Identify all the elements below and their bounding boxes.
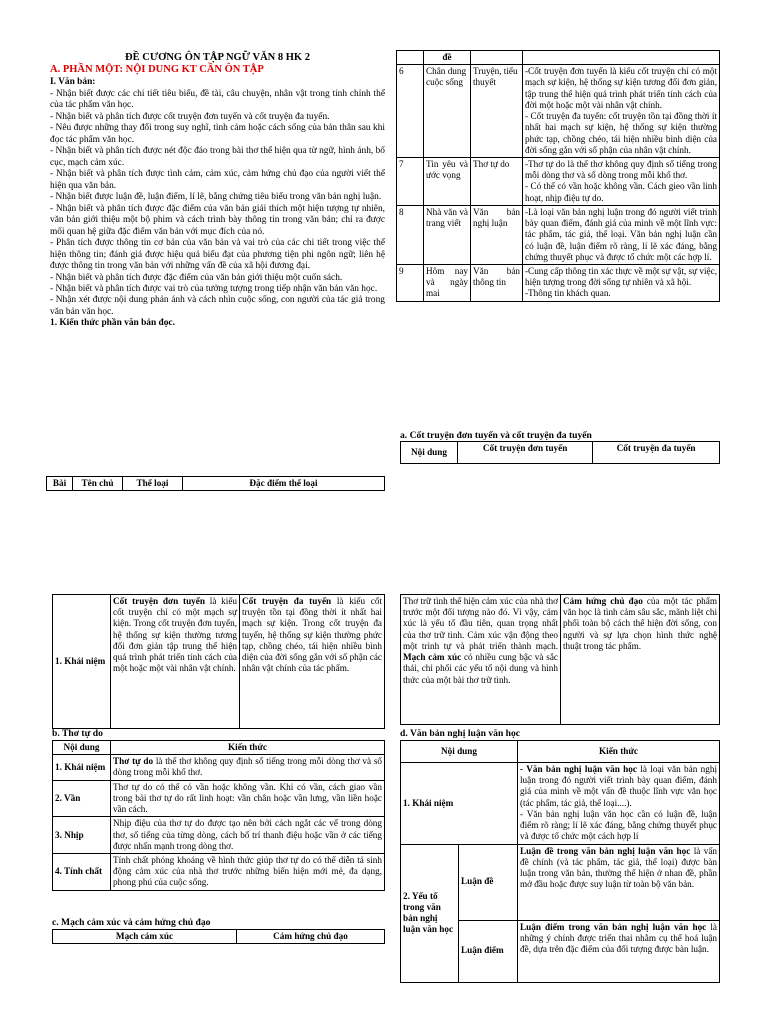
genre-name: Thơ tự do <box>471 157 523 205</box>
main-inspiration-cell: Cảm hứng chủ đạo của một tác phẩm văn học là tình cảm sâu sắc, mãnh liệt chi phối toàn bộ cách thể hiện đời sống, con người và sự lựa chọn hình thức nghệ thuật trong tác phẩm. <box>561 595 720 725</box>
main-genre-table-header <box>46 476 385 491</box>
section-c-heading: c. Mạch cảm xúc và cảm hứng chủ đạo <box>52 917 211 928</box>
thesis-content: Luận đề trong văn bản nghị luận văn học là vấn đề chính (và tác phẩm, tác giả, thể loại) được bàn luận trong văn bản, thường thể hiện ở nhan đề, phần mở đầu hoặc được suy luận từ toàn bộ văn bản. <box>518 844 720 920</box>
objective-item: - Phân tích được thông tin cơ bản của văn bản và vai trò của các chi tiết trong việc thể hiện thông tin; đánh giá được hiệu quả biểu đạt của phương tiện phi ngôn ngữ; liên hệ được thông tin trong văn bản với những vấn đề của xã hội đương đại. <box>50 238 385 272</box>
row-content: Nhịp điệu của thơ tự do được tạo nên bởi cách ngắt các vế trong dòng thơ, số tiếng của từng dòng, cách bố trí thanh điệu hoặc vần ở các tiếng được nhấn mạnh trong dòng thơ. <box>111 817 385 854</box>
objective-item: - Nhận biết và phân tích được đặc điểm của văn bản giới thiệu một cuốn sách. <box>50 272 343 283</box>
col-kien-thuc: Kiến thức <box>518 741 720 763</box>
section-d-heading: d. Văn bản nghị luận văn học <box>400 728 521 739</box>
literary-argument-table <box>400 740 720 983</box>
genre-name: Văn bản nghị luận <box>471 205 523 264</box>
table-row <box>53 780 385 817</box>
part-a-heading: A. PHẦN MỘT: NỘI DUNG KT CẦN ÔN TẬP <box>50 64 264 75</box>
row-number: 8 <box>397 205 424 264</box>
col-don-tuyen: Cốt truyện đơn tuyến <box>458 442 593 464</box>
table-row <box>401 763 720 845</box>
topic-name: Tin yêu và ước vọng <box>424 157 471 205</box>
table-row <box>397 205 720 264</box>
table-row <box>397 65 720 158</box>
row-content: Tính chất phóng khoáng về hình thức giúp thơ tự do có thể diễn tả sinh động cảm xúc của nhà thơ trước những biến hiện mới mẻ, đa dạng, phong phú của cuộc sống. <box>111 853 385 890</box>
col-mach-cam-xuc: Mạch cảm xúc <box>53 930 237 944</box>
concept-label: 1. Khái niệm <box>53 595 111 729</box>
genre-feature: -Cung cấp thông tin xác thực về một sự vật, sự việc, hiện tượng trong đời sống tự nhiên và xã hội. -Thông tin khách quan. <box>523 264 720 301</box>
col-ten-chu: Tên chủ <box>73 477 123 491</box>
col-noi-dung: Nội dung <box>401 442 458 464</box>
genre-name: Truyện, tiểu thuyết <box>471 65 523 158</box>
table-row <box>53 817 385 854</box>
top-cell: đề <box>424 51 471 65</box>
table-row <box>401 844 720 920</box>
row-label: 2. Vần <box>53 780 111 817</box>
point-label: Luận điểm <box>459 920 518 982</box>
objective-item: - Nhận biết được luận đề, luận điểm, lí lẽ, bằng chứng tiêu biểu trong văn bản nghị luận. <box>50 192 382 203</box>
objective-item: - Nhận biết và phân tích được vai trò của tưởng tượng trong tiếp nhận văn bản văn học. <box>50 283 378 294</box>
knowledge-heading: 1. Kiến thức phần văn bản đọc. <box>50 318 175 329</box>
genre-name: Văn bản thông tin <box>471 264 523 301</box>
row-number: 6 <box>397 65 424 158</box>
table-row <box>397 157 720 205</box>
col-noi-dung: Nội dung <box>401 741 518 763</box>
multi-plot-cell: Cốt truyện đa tuyến là kiểu cốt truyện tồn tại đồng thời ít nhất hai mạch sự kiện. Trong cốt truyện đa tuyến, hệ thống sự kiện thường phức tạp, chồng chéo, tái hiện nhiều bình diện của đời sống gắn với số phận các nhân vật chính của tác phẩm. <box>240 595 385 729</box>
concept-content: - Văn bản nghị luận văn học là loại văn bản nghị luận trong đó người viết trình bày quan điểm, đánh giá của mình về một vấn đề thuộc lĩnh vực văn học (tác phẩm, tác giả, thể loại....). - Văn bản nghị luận văn học cần có luận đề, luận điểm rõ ràng; lí lẽ xác đáng, bằng chứng thuyết phục và được tổ chức một cách hợp lí <box>518 763 720 845</box>
elements-label: 2. Yếu tố trong văn bản nghị luận văn học <box>401 844 459 982</box>
table-row <box>53 853 385 890</box>
objectives-list <box>50 89 385 330</box>
objective-item: - Nhận biết và phân tích được tình cảm, cảm xúc, cảm hứng chủ đạo của người viết thể hiện qua văn bản. <box>50 169 385 191</box>
row-label: 4. Tính chất <box>53 853 111 890</box>
section-1-heading: I. Văn bản: <box>50 77 96 87</box>
section-b-heading: b. Thơ tự do <box>52 728 103 739</box>
thesis-label: Luận đề <box>459 844 518 920</box>
genre-feature: -Cốt truyện đơn tuyến là kiểu cốt truyện chỉ có một mạch sự kiện, hệ thống sự kiện tương đối đơn giản, tập trung thể hiện quá trình phát triển tính cách của đời một hoặc một vài nhân vật chính. - Cốt truyện đa tuyến: cốt truyện tồn tại đồng thời ít nhất hai mạch sự kiện, hệ thống sự kiện thường phức tạp, chồng chéo, tái hiện nhiều bình diện của đời sống gắn với số phận của nhân vật chính. <box>523 65 720 158</box>
col-da-tuyen: Cốt truyện đa tuyến <box>593 442 720 464</box>
page-title: ĐỀ CƯƠNG ÔN TẬP NGỮ VĂN 8 HK 2 <box>125 52 310 63</box>
concept-label: 1. Khái niệm <box>401 763 518 845</box>
row-label: 3. Nhịp <box>53 817 111 854</box>
objective-item: - Nhận biết và phân tích được cốt truyện đơn tuyến và cốt truyện đa tuyến. <box>50 111 330 122</box>
col-kien-thuc: Kiến thức <box>111 741 385 755</box>
genre-feature: -Là loại văn bản nghị luận trong đó người viết trình bày quan điểm, đánh giá của mình về một lĩnh vực: tác phẩm, tác giả, thể loại. Văn bản nghị luận cần có luận đề, luận điểm rõ ràng, lí lẽ xác đáng, bằng chứng thuyết phục và được tổ chức một các hợp lí. <box>523 205 720 264</box>
row-content: Thơ tự do là thể thơ không quy định số tiếng trong mỗi dòng thơ và số dòng trong mỗi khổ thơ. <box>111 755 385 780</box>
concept-table <box>52 594 385 729</box>
emotion-table <box>400 594 720 725</box>
objective-item: - Nhận biết và phân tích được đặc điểm của văn bản giải thích một hiện tượng tự nhiên, văn bản giới thiệu một bộ phim và cách trình bày thông tin trong văn bản; chỉ ra được mối quan hệ giữa đặc điểm văn bản với mục đích của nó. <box>50 203 385 237</box>
table-row <box>397 264 720 301</box>
col-dac-diem: Đặc điểm thể loại <box>183 477 385 491</box>
point-content: Luận điểm trong văn bản nghị luận văn học là những ý chính được triển thai nhằm cụ thể hoá luận đề, dựa trên đặc điểm của đối tượng được bàn luận. <box>518 920 720 982</box>
row-label: 1. Khái niệm <box>53 755 111 780</box>
topic-name: Hôm nay và ngày mai <box>424 264 471 301</box>
section-c-header-table <box>52 929 385 944</box>
emotion-flow-cell: Thơ trữ tình thể hiện cảm xúc của nhà thơ trước một đối tượng nào đó. Vì vậy, cảm xúc là yếu tố đầu tiên, quan trọng nhất của thơ trữ tình. Cảm xúc vận động theo một trình tự và phát triển thành mạch. Mạch cảm xúc có nhiều cung bậc và sắc thái, chi phối các yếu tố nội dung và hình thức của một bài thơ trữ tình. <box>401 595 561 725</box>
genre-table-continued <box>396 50 720 302</box>
col-the-loai: Thể loại <box>123 477 183 491</box>
row-content: Thơ tự do có thể có vần hoặc không vần. Khi có vần, cách giao vần trong bài thơ tự do rất linh hoạt: vần chân hoặc vần lưng, vần liền hoặc vần cách. <box>111 780 385 817</box>
col-bai: Bài <box>47 477 73 491</box>
col-cam-hung: Cảm hứng chủ đạo <box>237 930 385 944</box>
objective-item: - Nêu được những thay đổi trong suy nghĩ, tình cảm hoặc cách sống của bản thân sau khi đọc tác phẩm văn học. <box>50 123 385 145</box>
row-number: 7 <box>397 157 424 205</box>
section-a-heading: a. Cốt truyện đơn tuyến và cốt truyện đa tuyến <box>400 430 592 441</box>
col-noi-dung: Nội dung <box>53 741 111 755</box>
section-a-header-table <box>400 441 720 464</box>
objective-item: - Nhận biết được các chi tiết tiêu biểu, đề tài, câu chuyện, nhân vật trong tính chỉnh thể của tác phẩm văn học. <box>50 89 385 111</box>
row-number: 9 <box>397 264 424 301</box>
topic-name: Chân dung cuộc sống <box>424 65 471 158</box>
single-plot-cell: Cốt truyện đơn tuyến là kiểu cốt truyện chỉ có một mạch sự kiện. Trong cốt truyện đơn tuyến, hệ thống sự kiện thường tương đối đơn giản tập trung thể hiện quá trình phát triển tính cách của một hoặc một vài nhân vật chính. <box>111 595 240 729</box>
objective-item: - Nhận biết và phân tích được nét độc đáo trong bài thơ thể hiện qua từ ngữ, hình ảnh, bố cục, mạch cảm xúc. <box>50 146 385 168</box>
objective-item: - Nhận xét được nội dung phản ánh và cách nhìn cuộc sống, con người của tác giả trong văn bản văn học. <box>50 295 385 317</box>
topic-name: Nhà văn và trang viết <box>424 205 471 264</box>
genre-feature: -Thơ tự do là thể thơ không quy định số tiếng trong mỗi dòng thơ và số dòng trong mỗi khổ thơ. - Có thể có vần hoặc không vần. Cách gieo vần linh hoạt, nhịp điệu tự do. <box>523 157 720 205</box>
free-verse-table <box>52 740 385 891</box>
table-row <box>53 755 385 780</box>
